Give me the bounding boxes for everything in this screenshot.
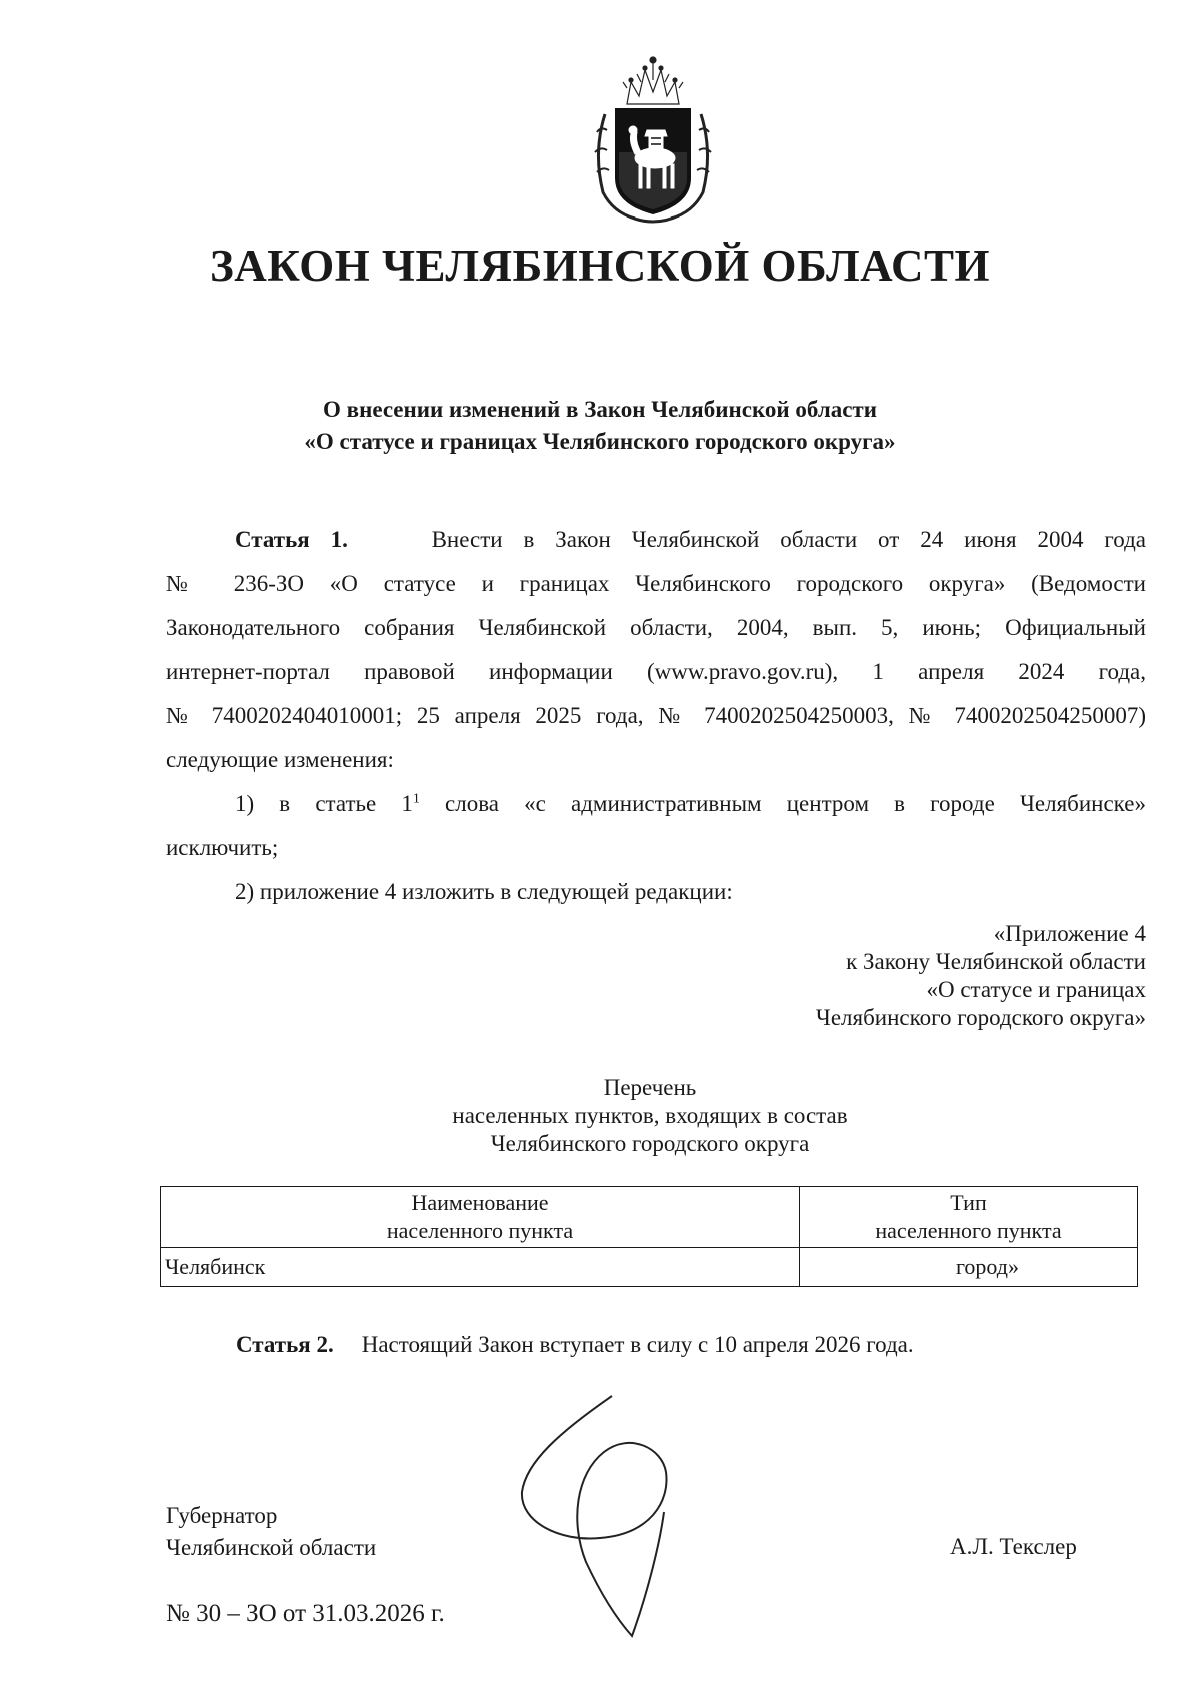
appendix-header	[700, 920, 1146, 1032]
settlement-type-cell: город»	[800, 1248, 1138, 1287]
governor-title-line: Губернатор	[166, 1503, 278, 1528]
header-text: Тип населенного пункта	[875, 1190, 1062, 1243]
chelyabinsk-coat-of-arms-icon	[587, 52, 719, 224]
article-1-line: № 236-ЗО «О статусе и границах Челябинского городского округа» (Ведомости	[166, 571, 1146, 596]
article-1-line: № 7400202404010001; 25 апреля 2025 года, № 7400202504250003, № 7400202504250007)	[166, 703, 1146, 728]
governor-title-line: Челябинской области	[166, 1535, 377, 1560]
item-1-text-cont: слова «с административным центром в городе Челябинске»	[419, 791, 1146, 816]
table-row	[161, 1248, 1138, 1287]
table-header-row	[161, 1187, 1138, 1248]
article-1-text: Внести в Закон Челябинской области от 24 июня 2004 года	[431, 527, 1146, 552]
article-1-item-1-cont: исключить;	[166, 835, 279, 860]
appendix-line: «Приложение 4	[993, 921, 1146, 946]
column-header-name	[161, 1187, 800, 1248]
article-1-line: следующие изменения:	[166, 747, 394, 772]
column-header-type	[800, 1187, 1138, 1248]
settlements-table	[160, 1186, 1138, 1287]
article-1-line: интернет-портал правовой информации (www.pravo.gov.ru), 1 апреля 2024 года,	[166, 659, 1146, 684]
article-2-label: Статья 2.	[236, 1332, 334, 1357]
list-title	[0, 1074, 1200, 1158]
document-subtitle	[0, 394, 1200, 458]
appendix-line: «О статусе и границах	[926, 977, 1146, 1002]
appendix-line: Челябинского городского округа»	[815, 1005, 1146, 1030]
article-1-item-2: 2) приложение 4 изложить в следующей редакции:	[235, 879, 733, 904]
article-1	[166, 518, 1146, 914]
document-title: ЗАКОН ЧЕЛЯБИНСКОЙ ОБЛАСТИ	[210, 241, 990, 291]
article-2	[236, 1332, 914, 1358]
governor-name: А.Л. Текслер	[950, 1534, 1077, 1559]
article-1-line: Законодательного собрания Челябинской области, 2004, вып. 5, июнь; Официальный	[166, 615, 1146, 640]
subtitle-line: О внесении изменений в Закон Челябинской области	[323, 397, 877, 422]
list-title-line: Челябинского городского округа	[490, 1131, 810, 1156]
settlement-name-cell: Челябинск	[161, 1248, 800, 1287]
appendix-line: к Закону Челябинской области	[846, 949, 1146, 974]
article-2-text: Настоящий Закон вступает в силу с 10 апреля 2026 года.	[361, 1332, 914, 1357]
article-1-first-line	[166, 518, 1146, 562]
article-1-label: Статья 1.	[235, 527, 348, 552]
item-1-text: 1) в статье 1	[235, 791, 413, 816]
list-title-line: населенных пунктов, входящих в состав	[452, 1103, 848, 1128]
list-title-line: Перечень	[603, 1075, 697, 1100]
handwritten-signature-icon	[520, 1392, 720, 1642]
law-number: № 30 – ЗО от 31.03.2026 г.	[166, 1600, 445, 1627]
subtitle-line: «О статусе и границах Челябинского городского округа»	[304, 429, 896, 454]
article-1-item-1	[166, 782, 1146, 826]
article-superscript: 1	[412, 791, 420, 807]
header-text: Наименование населенного пункта	[386, 1190, 574, 1243]
governor-title	[166, 1500, 376, 1564]
